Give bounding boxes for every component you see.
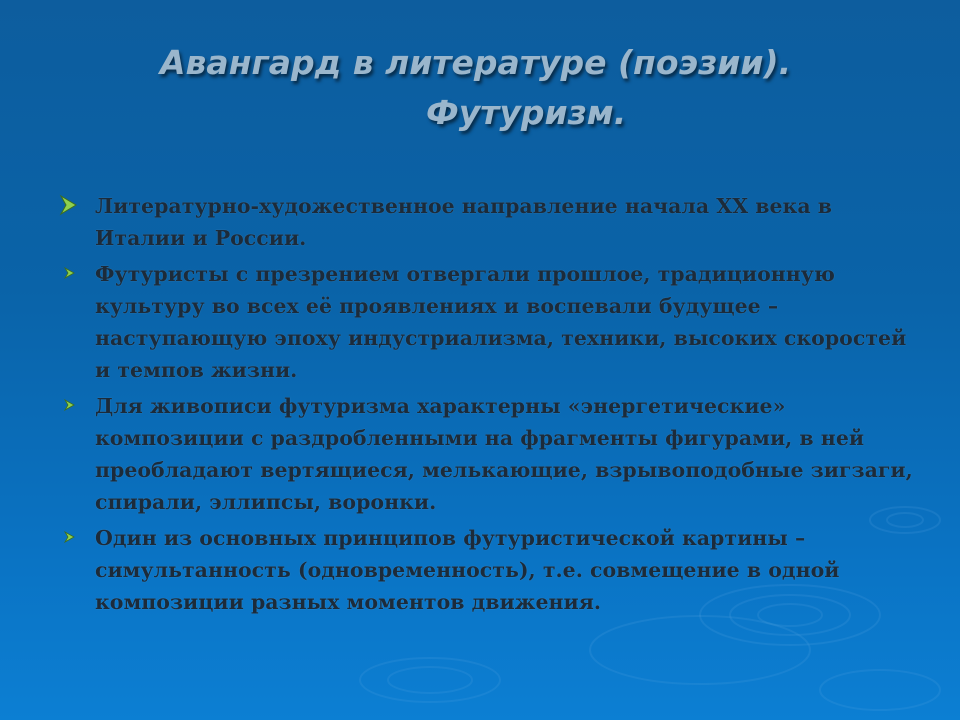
- bullet-item: [58, 522, 918, 618]
- bullet-text: Литературно-художественное направление начала XX века в Италии и России.: [95, 194, 832, 250]
- title-line-2: Футуризм.: [426, 93, 627, 132]
- chevron-arrow-bullet-icon: [60, 522, 84, 554]
- bullet-text: Для живописи футуризма характерны «энергетические» композиции с раздробленными на фрагменты фигурами, в ней преобладают вертящиеся, мелькающие, взрывоподобные зигзаги, спирали, эллипсы, воронки.: [95, 394, 913, 514]
- title-line-1: Авангард в литературе (поэзии).: [160, 43, 792, 82]
- bullet-item: [58, 390, 918, 518]
- chevron-arrow-bullet-icon: [60, 390, 84, 422]
- bullet-text: Один из основных принципов футуристической картины – симультанность (одновременность), т.е. совмещение в одной композиции разных моментов движения.: [95, 526, 840, 614]
- slide-title: [160, 38, 920, 138]
- bullet-item: [58, 190, 918, 254]
- chevron-arrow-bullet-icon: [60, 258, 84, 290]
- chevron-arrow-bullet-icon: [58, 190, 82, 222]
- bullet-text: Футуристы с презрением отвергали прошлое, традиционную культуру во всех её проявлениях и воспевали будущее – наступающую эпоху индустриализма, техники, высоких скоростей и темпов жизни.: [95, 262, 907, 382]
- bullet-item: [58, 258, 918, 386]
- bullet-list: [58, 190, 918, 622]
